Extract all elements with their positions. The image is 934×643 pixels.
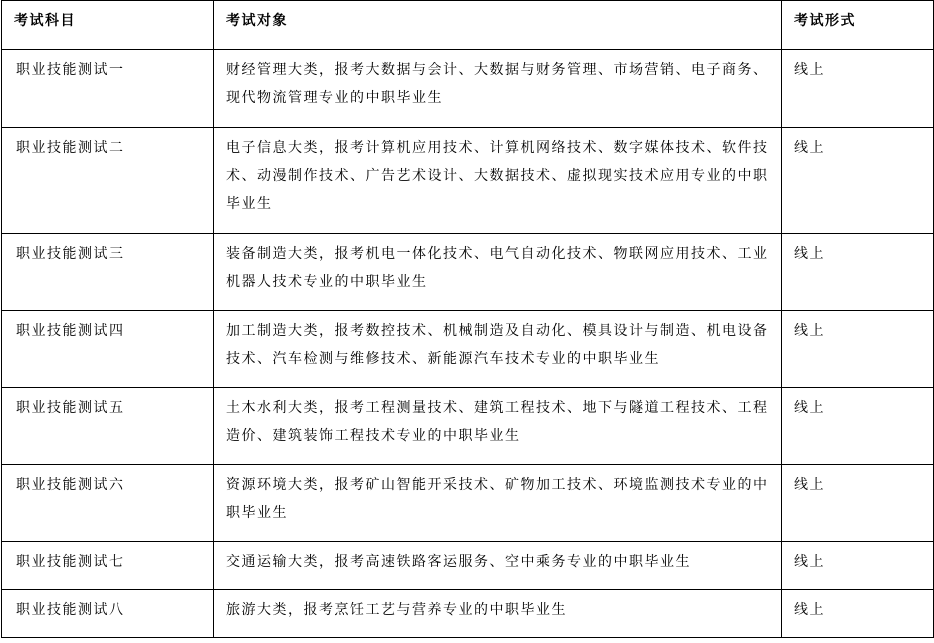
subject-cell: 职业技能测试三 — [2, 234, 214, 311]
table-row — [2, 388, 934, 465]
subject-cell: 职业技能测试五 — [2, 388, 214, 465]
target-cell: 财经管理大类，报考大数据与会计、大数据与财务管理、市场营销、电子商务、现代物流管理专业的中职毕业生 — [214, 50, 782, 128]
header-subject: 考试科目 — [2, 1, 214, 50]
target-cell: 加工制造大类，报考数控技术、机械制造及自动化、模具设计与制造、机电设备技术、汽车检测与维修技术、新能源汽车技术专业的中职毕业生 — [214, 311, 782, 388]
subject-cell: 职业技能测试一 — [2, 50, 214, 128]
mode-cell: 线上 — [782, 542, 934, 590]
table-row — [2, 542, 934, 590]
target-cell: 土木水利大类，报考工程测量技术、建筑工程技术、地下与隧道工程技术、工程造价、建筑装饰工程技术专业的中职毕业生 — [214, 388, 782, 465]
table-row — [2, 590, 934, 638]
target-cell: 旅游大类，报考烹饪工艺与营养专业的中职毕业生 — [214, 590, 782, 638]
subject-cell: 职业技能测试七 — [2, 542, 214, 590]
target-cell: 资源环境大类，报考矿山智能开采技术、矿物加工技术、环境监测技术专业的中职毕业生 — [214, 465, 782, 542]
table-row — [2, 128, 934, 234]
header-mode: 考试形式 — [782, 1, 934, 50]
table-row — [2, 465, 934, 542]
mode-cell: 线上 — [782, 590, 934, 638]
exam-table — [1, 0, 934, 638]
subject-cell: 职业技能测试二 — [2, 128, 214, 234]
table-header-row — [2, 1, 934, 50]
table-row — [2, 234, 934, 311]
mode-cell: 线上 — [782, 388, 934, 465]
mode-cell: 线上 — [782, 234, 934, 311]
target-cell: 电子信息大类，报考计算机应用技术、计算机网络技术、数字媒体技术、软件技术、动漫制作技术、广告艺术设计、大数据技术、虚拟现实技术应用专业的中职毕业生 — [214, 128, 782, 234]
subject-cell: 职业技能测试四 — [2, 311, 214, 388]
target-cell: 交通运输大类，报考高速铁路客运服务、空中乘务专业的中职毕业生 — [214, 542, 782, 590]
target-cell: 装备制造大类，报考机电一体化技术、电气自动化技术、物联网应用技术、工业机器人技术专业的中职毕业生 — [214, 234, 782, 311]
mode-cell: 线上 — [782, 128, 934, 234]
mode-cell: 线上 — [782, 465, 934, 542]
header-target: 考试对象 — [214, 1, 782, 50]
mode-cell: 线上 — [782, 311, 934, 388]
subject-cell: 职业技能测试六 — [2, 465, 214, 542]
table-row — [2, 50, 934, 128]
table-row — [2, 311, 934, 388]
mode-cell: 线上 — [782, 50, 934, 128]
subject-cell: 职业技能测试八 — [2, 590, 214, 638]
